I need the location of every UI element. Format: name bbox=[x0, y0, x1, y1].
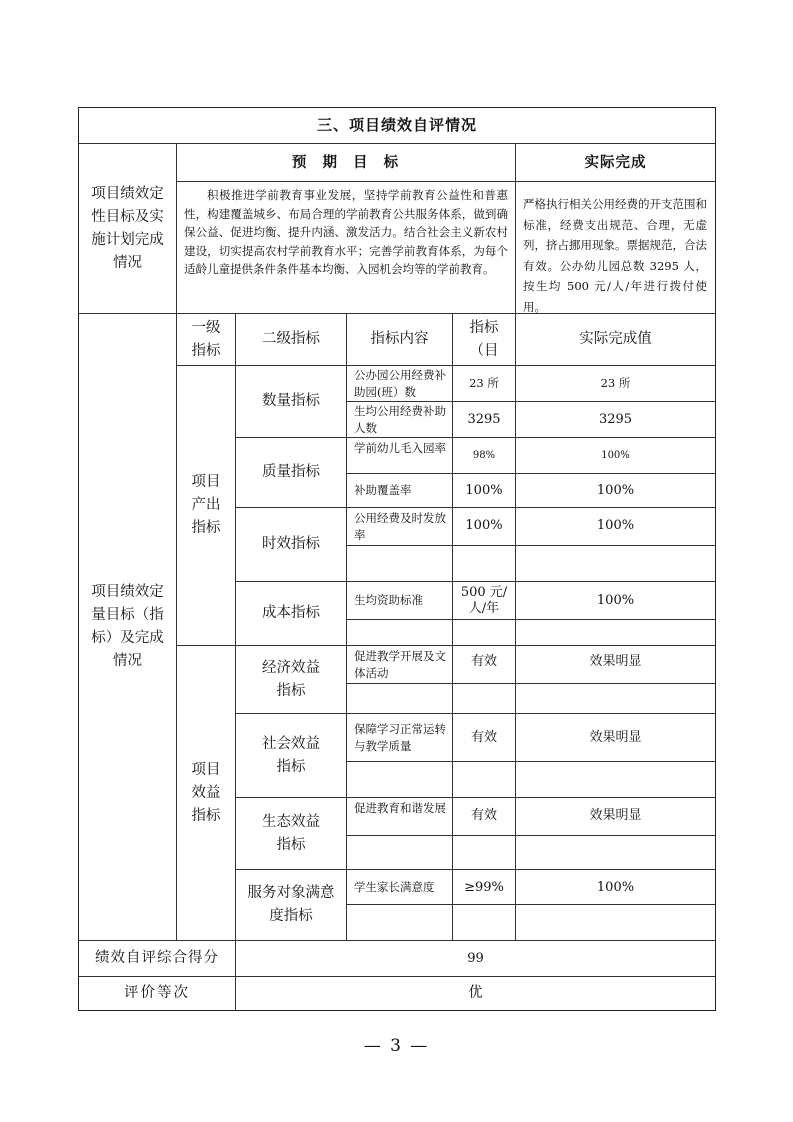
economic-row2-target bbox=[453, 684, 516, 714]
economic-row2-content bbox=[347, 684, 453, 714]
header-content: 指标内容 bbox=[347, 314, 453, 366]
ecological-row1-actual: 效果明显 bbox=[516, 798, 715, 836]
satisfaction-row1-content: 学生家长满意度 bbox=[347, 870, 453, 905]
expected-goal-header: 预 期 目 标 bbox=[177, 144, 516, 182]
economic-row2-actual bbox=[516, 684, 715, 714]
timeliness-row1-content: 公用经费及时发放率 bbox=[347, 508, 453, 546]
section-title: 三、项目绩效自评情况 bbox=[79, 108, 715, 144]
header-level1: 一级指标 bbox=[177, 314, 236, 366]
timeliness-row2-target bbox=[453, 546, 516, 582]
actual-completion-header: 实际完成 bbox=[516, 144, 715, 182]
grade-label: 评价等次 bbox=[79, 977, 236, 1010]
economic-row1-target: 有效 bbox=[453, 646, 516, 684]
timeliness-row1-target: 100% bbox=[453, 508, 516, 546]
economic-row1-content: 促进教学开展及文体活动 bbox=[347, 646, 453, 684]
header-target: 指标（目 bbox=[453, 314, 516, 366]
score-value: 99 bbox=[236, 941, 715, 977]
actual-completion-text: 严格执行相关公用经费的开支范围和标准，经费支出规范、合理，无虚列，挤占挪用现象。票据规范，合法有效。公办幼儿园总数 3295 人，按生均 500 元/人/年进行拨付使用。 bbox=[516, 182, 715, 314]
quality-row2-target: 100% bbox=[453, 474, 516, 508]
page-number: — 3 — bbox=[363, 1036, 430, 1056]
ecological-row2-content bbox=[347, 836, 453, 870]
quality-row1-target: 98% bbox=[453, 438, 516, 474]
cost-indicator-label: 成本指标 bbox=[236, 582, 347, 646]
quantity-row2-actual: 3295 bbox=[516, 402, 715, 438]
satisfaction-row1-actual: 100% bbox=[516, 870, 715, 905]
qualitative-label: 项目绩效定性目标及实施计划完成情况 bbox=[79, 144, 177, 314]
ecological-row1-content: 促进教育和谐发展 bbox=[347, 798, 453, 836]
social-row2-target bbox=[453, 762, 516, 798]
header-actual: 实际完成值 bbox=[516, 314, 715, 366]
satisfaction-row2-target bbox=[453, 905, 516, 941]
social-row1-content: 保障学习正常运转与教学质量 bbox=[347, 714, 453, 762]
grade-value: 优 bbox=[468, 985, 483, 1001]
social-row1-target: 有效 bbox=[453, 714, 516, 762]
quality-row2-actual: 100% bbox=[516, 474, 715, 508]
satisfaction-indicator-label: 服务对象满意度指标 bbox=[236, 870, 347, 941]
quality-indicator-label: 质量指标 bbox=[236, 438, 347, 508]
social-indicator-label: 社会效益指标 bbox=[236, 714, 347, 798]
cost-row2-actual bbox=[516, 620, 715, 646]
social-row1-actual: 效果明显 bbox=[516, 714, 715, 762]
satisfaction-row2-content bbox=[347, 905, 453, 941]
timeliness-row2-actual bbox=[516, 546, 715, 582]
ecological-row2-actual bbox=[516, 836, 715, 870]
expected-goal-text: 积极推进学前教育事业发展，坚持学前教育公益性和普惠性，构建覆盖城乡、布局合理的学前教育公共服务体系，做到确保公益、促进均衡、提升内涵、激发活力。结合社会主义新农村建设，切实提高农村学前教育水平；完善学前教育体系，为每个适龄儿童提供条件条件基本均衡、入园机会均等的学前教育。 bbox=[177, 182, 516, 314]
benefit-indicator-label: 项目效益指标 bbox=[177, 646, 236, 941]
quantity-row2-content: 生均公用经费补助人数 bbox=[347, 402, 453, 438]
quantity-row1-target: 23 所 bbox=[453, 366, 516, 402]
output-indicator-label: 项目产出指标 bbox=[177, 366, 236, 646]
quantity-row2-target: 3295 bbox=[453, 402, 516, 438]
cost-row2-target bbox=[453, 620, 516, 646]
ecological-row2-target bbox=[453, 836, 516, 870]
social-row2-actual bbox=[516, 762, 715, 798]
quantity-row1-actual: 23 所 bbox=[516, 366, 715, 402]
economic-indicator-label: 经济效益指标 bbox=[236, 646, 347, 714]
quantity-indicator-label: 数量指标 bbox=[236, 366, 347, 438]
ecological-indicator-label: 生态效益指标 bbox=[236, 798, 347, 870]
timeliness-indicator-label: 时效指标 bbox=[236, 508, 347, 582]
economic-row1-actual: 效果明显 bbox=[516, 646, 715, 684]
cost-row1-target: 500 元/人/年 bbox=[453, 582, 516, 620]
ecological-row1-target: 有效 bbox=[453, 798, 516, 836]
header-level2: 二级指标 bbox=[236, 314, 347, 366]
score-label: 绩效自评综合得分 bbox=[79, 941, 236, 977]
social-row2-content bbox=[347, 762, 453, 798]
timeliness-row1-actual: 100% bbox=[516, 508, 715, 546]
quantity-row1-content: 公办园公用经费补助园(班）数 bbox=[347, 366, 453, 402]
quality-row1-actual: 100% bbox=[516, 438, 715, 474]
satisfaction-row1-target: ≥99% bbox=[453, 870, 516, 905]
cost-row2-content bbox=[347, 620, 453, 646]
quality-row1-content: 学前幼儿毛入园率 bbox=[347, 438, 453, 474]
quantitative-label: 项目绩效定量目标（指标）及完成情况 bbox=[79, 314, 177, 941]
performance-table bbox=[78, 107, 716, 1011]
quality-row2-content: 补助覆盖率 bbox=[347, 474, 453, 508]
cost-row1-content: 生均资助标准 bbox=[347, 582, 453, 620]
cost-row1-actual: 100% bbox=[516, 582, 715, 620]
satisfaction-row2-actual bbox=[516, 905, 715, 941]
timeliness-row2-content bbox=[347, 546, 453, 582]
